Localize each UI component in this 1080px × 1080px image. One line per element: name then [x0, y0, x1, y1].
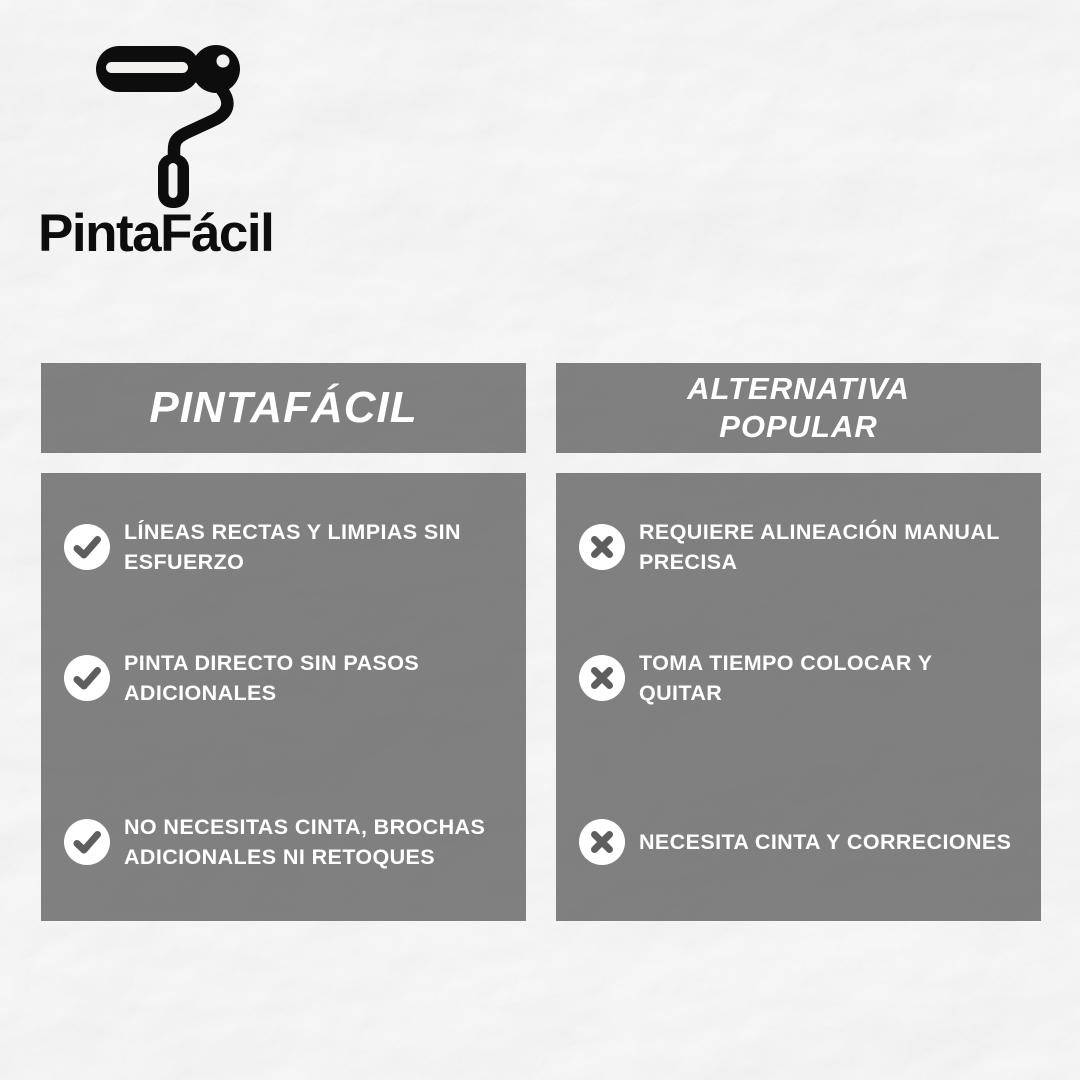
drawback-row	[579, 628, 1033, 728]
benefit-text	[124, 517, 461, 577]
benefit-row	[64, 792, 518, 892]
benefit-text	[124, 648, 419, 708]
drawback-text	[639, 517, 1000, 577]
item-line: QUITAR	[639, 681, 723, 705]
pintafacil-body-panel	[41, 473, 526, 921]
pintafacil-header-panel	[41, 363, 526, 453]
item-line: NECESITA CINTA Y CORRECIONES	[639, 830, 1012, 854]
alternativa-header-panel	[556, 363, 1041, 453]
item-line: PINTA DIRECTO SIN PASOS	[124, 651, 420, 675]
alternativa-column-title: ALTERNATIVA POPULAR	[687, 371, 910, 444]
benefit-row	[64, 497, 518, 597]
drawback-row	[579, 792, 1033, 892]
x-circle-icon	[579, 655, 625, 701]
pintafacil-column-title: PINTAFÁCIL	[149, 383, 418, 432]
check-circle-icon	[64, 655, 110, 701]
paint-roller-icon	[92, 42, 242, 208]
benefit-row	[64, 628, 518, 728]
benefit-text	[124, 812, 485, 872]
item-line: LÍNEAS RECTAS Y LIMPIAS SIN	[124, 520, 461, 544]
check-circle-icon	[64, 819, 110, 865]
item-line: TOMA TIEMPO COLOCAR Y	[639, 651, 933, 675]
item-line: NO NECESITAS CINTA, BROCHAS	[124, 815, 486, 839]
x-circle-icon	[579, 524, 625, 570]
drawback-row	[579, 497, 1033, 597]
item-line: PRECISA	[639, 550, 738, 574]
item-line: ESFUERZO	[124, 550, 245, 574]
check-circle-icon	[64, 524, 110, 570]
alternativa-body-panel	[556, 473, 1041, 921]
brand-name: PintaFácil	[38, 204, 274, 263]
item-line: ADICIONALES	[124, 681, 277, 705]
item-line: ADICIONALES NI RETOQUES	[124, 845, 436, 869]
item-line: REQUIERE ALINEACIÓN MANUAL	[639, 520, 1000, 544]
drawback-text	[639, 827, 1011, 857]
drawback-text	[639, 648, 933, 708]
x-circle-icon	[579, 819, 625, 865]
